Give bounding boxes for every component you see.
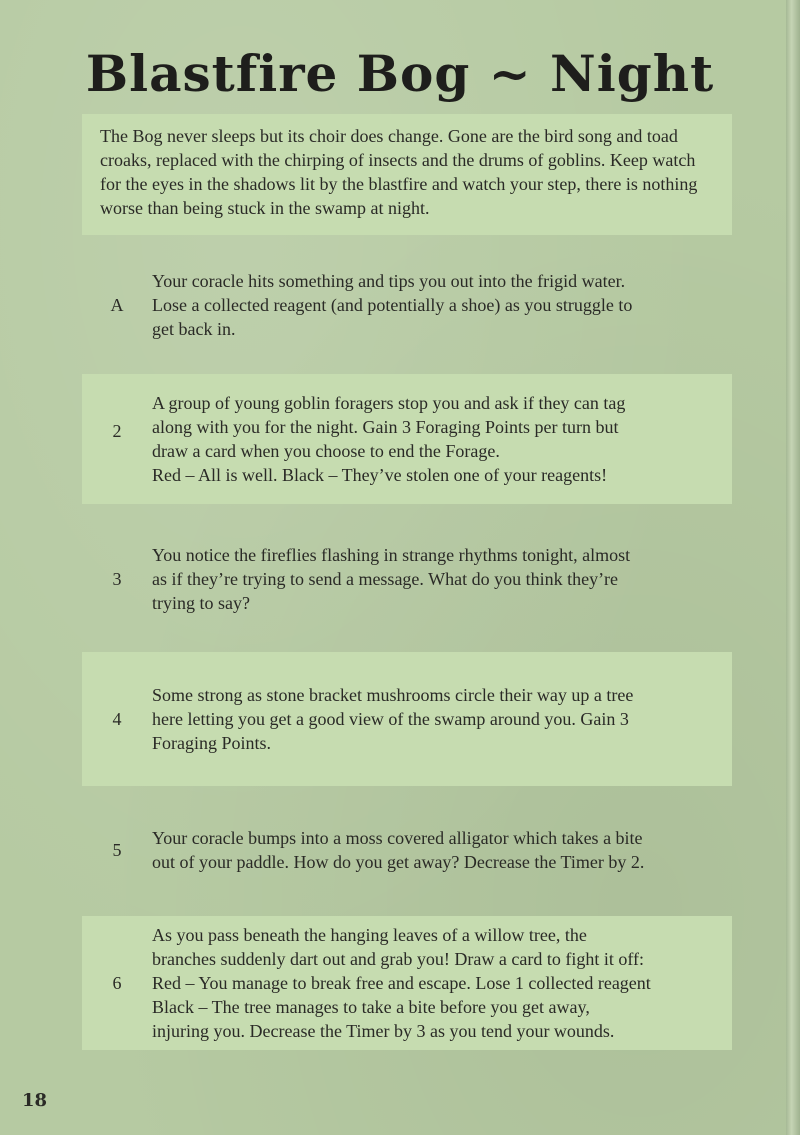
table-row xyxy=(82,810,732,890)
entry-text: Some strong as stone bracket mushrooms circle their way up a tree here letting you get a good view of the swamp around you. Gain 3 Foraging Points. xyxy=(152,685,634,753)
entry-text: You notice the fireflies flashing in strange rhythms tonight, almost as if they’re trying to send a message. What do you think they’re trying to say? xyxy=(152,545,631,613)
entry-key: 6 xyxy=(112,972,122,993)
entry-key: 3 xyxy=(112,568,122,589)
table-row xyxy=(82,374,732,504)
entry-key: 2 xyxy=(112,420,122,441)
page-edge xyxy=(786,0,800,1135)
entry-text: Your coracle bumps into a moss covered alligator which takes a bite out of your paddle. How do you get away? Decrease the Timer by 2. xyxy=(152,828,645,872)
entry-text: Your coracle hits something and tips you out into the frigid water. Lose a collected reagent (and potentially a shoe) as you struggle to get back in. xyxy=(152,271,633,339)
entry-key: A xyxy=(110,294,124,315)
entry-text: As you pass beneath the hanging leaves of a willow tree, the branches suddenly dart out and grab you! Draw a card to fight it off: Red – You manage to break free and escape. Lose 1 collected reagent Black – The tree manages to take a bite before you get away, injuring you. Decrease the Timer by 3 as you tend your wounds. xyxy=(152,925,651,1041)
intro-box: The Bog never sleeps but its choir does change. Gone are the bird song and toad croaks, replaced with the chirping of insects and the drums of goblins. Keep watch for the eyes in the shadows lit by the blastfire and watch your step, there is nothing worse than being stuck in the swamp at night. xyxy=(82,114,732,235)
page-title: Blastfire Bog ~ Night xyxy=(85,44,715,103)
page-number: 18 xyxy=(22,1090,48,1111)
table-row xyxy=(82,250,732,360)
table-row xyxy=(82,916,732,1050)
entry-key: 5 xyxy=(112,839,122,860)
table-row xyxy=(82,520,732,638)
entry-key: 4 xyxy=(112,708,122,729)
table-row xyxy=(82,652,732,786)
entry-text: A group of young goblin foragers stop you and ask if they can tag along with you for the night. Gain 3 Foraging Points per turn but draw a card when you choose to end the Forage. Red – All is well. Black – They’ve stolen one of your reagents! xyxy=(152,393,626,485)
